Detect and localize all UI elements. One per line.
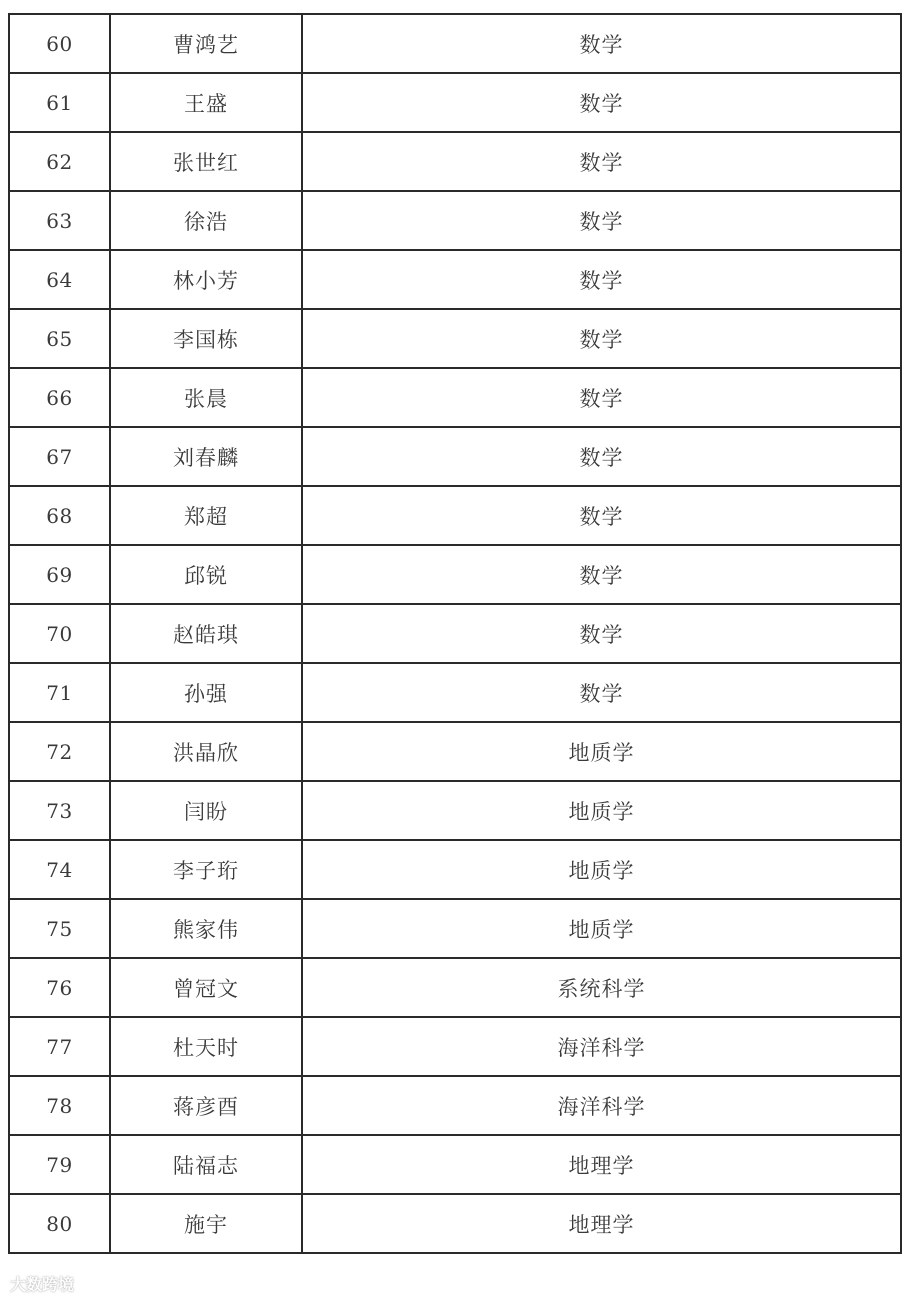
major-cell: 数学	[302, 604, 901, 663]
student-name-cell: 王盛	[110, 73, 302, 132]
major-cell: 数学	[302, 545, 901, 604]
row-number-cell: 76	[9, 958, 110, 1017]
roster-table-body	[9, 14, 901, 1253]
student-name-cell: 张晨	[110, 368, 302, 427]
table-row	[9, 899, 901, 958]
major-cell: 海洋科学	[302, 1076, 901, 1135]
table-row	[9, 722, 901, 781]
student-name-cell: 陆福志	[110, 1135, 302, 1194]
student-name-cell: 郑超	[110, 486, 302, 545]
table-row	[9, 486, 901, 545]
student-name-cell: 闫盼	[110, 781, 302, 840]
table-row	[9, 545, 901, 604]
watermark-text: 大数跨境	[10, 1275, 75, 1294]
major-cell: 地质学	[302, 840, 901, 899]
table-row	[9, 132, 901, 191]
student-name-cell: 刘春麟	[110, 427, 302, 486]
table-row	[9, 840, 901, 899]
student-name-cell: 杜天时	[110, 1017, 302, 1076]
row-number-cell: 60	[9, 14, 110, 73]
major-cell: 地质学	[302, 899, 901, 958]
student-name-cell: 蒋彦酉	[110, 1076, 302, 1135]
table-row	[9, 604, 901, 663]
row-number-cell: 64	[9, 250, 110, 309]
major-cell: 数学	[302, 427, 901, 486]
student-name-cell: 赵皓琪	[110, 604, 302, 663]
row-number-cell: 66	[9, 368, 110, 427]
row-number-cell: 70	[9, 604, 110, 663]
table-row	[9, 14, 901, 73]
major-cell: 数学	[302, 663, 901, 722]
table-row	[9, 250, 901, 309]
table-row	[9, 1135, 901, 1194]
major-cell: 地理学	[302, 1194, 901, 1253]
row-number-cell: 62	[9, 132, 110, 191]
major-cell: 系统科学	[302, 958, 901, 1017]
table-row	[9, 958, 901, 1017]
row-number-cell: 63	[9, 191, 110, 250]
major-cell: 数学	[302, 191, 901, 250]
major-cell: 数学	[302, 14, 901, 73]
table-row	[9, 427, 901, 486]
major-cell: 地质学	[302, 781, 901, 840]
major-cell: 数学	[302, 368, 901, 427]
student-name-cell: 徐浩	[110, 191, 302, 250]
table-row	[9, 663, 901, 722]
row-number-cell: 61	[9, 73, 110, 132]
student-name-cell: 孙强	[110, 663, 302, 722]
watermark-logo	[10, 1272, 74, 1295]
table-row	[9, 781, 901, 840]
row-number-cell: 71	[9, 663, 110, 722]
major-cell: 数学	[302, 309, 901, 368]
student-name-cell: 曹鸿艺	[110, 14, 302, 73]
row-number-cell: 69	[9, 545, 110, 604]
table-row	[9, 309, 901, 368]
row-number-cell: 75	[9, 899, 110, 958]
major-cell: 数学	[302, 73, 901, 132]
row-number-cell: 80	[9, 1194, 110, 1253]
row-number-cell: 68	[9, 486, 110, 545]
row-number-cell: 72	[9, 722, 110, 781]
student-name-cell: 曾冠文	[110, 958, 302, 1017]
student-name-cell: 张世红	[110, 132, 302, 191]
major-cell: 数学	[302, 132, 901, 191]
table-row	[9, 1076, 901, 1135]
row-number-cell: 74	[9, 840, 110, 899]
major-cell: 地质学	[302, 722, 901, 781]
student-name-cell: 李国栋	[110, 309, 302, 368]
roster-table	[8, 13, 902, 1254]
row-number-cell: 78	[9, 1076, 110, 1135]
row-number-cell: 65	[9, 309, 110, 368]
student-name-cell: 熊家伟	[110, 899, 302, 958]
table-row	[9, 191, 901, 250]
table-row	[9, 1194, 901, 1253]
table-row	[9, 368, 901, 427]
student-name-cell: 洪晶欣	[110, 722, 302, 781]
major-cell: 数学	[302, 486, 901, 545]
major-cell: 地理学	[302, 1135, 901, 1194]
student-name-cell: 邱锐	[110, 545, 302, 604]
row-number-cell: 73	[9, 781, 110, 840]
major-cell: 数学	[302, 250, 901, 309]
row-number-cell: 79	[9, 1135, 110, 1194]
student-name-cell: 施宇	[110, 1194, 302, 1253]
row-number-cell: 67	[9, 427, 110, 486]
major-cell: 海洋科学	[302, 1017, 901, 1076]
student-name-cell: 林小芳	[110, 250, 302, 309]
table-row	[9, 1017, 901, 1076]
row-number-cell: 77	[9, 1017, 110, 1076]
table-row	[9, 73, 901, 132]
student-name-cell: 李子珩	[110, 840, 302, 899]
